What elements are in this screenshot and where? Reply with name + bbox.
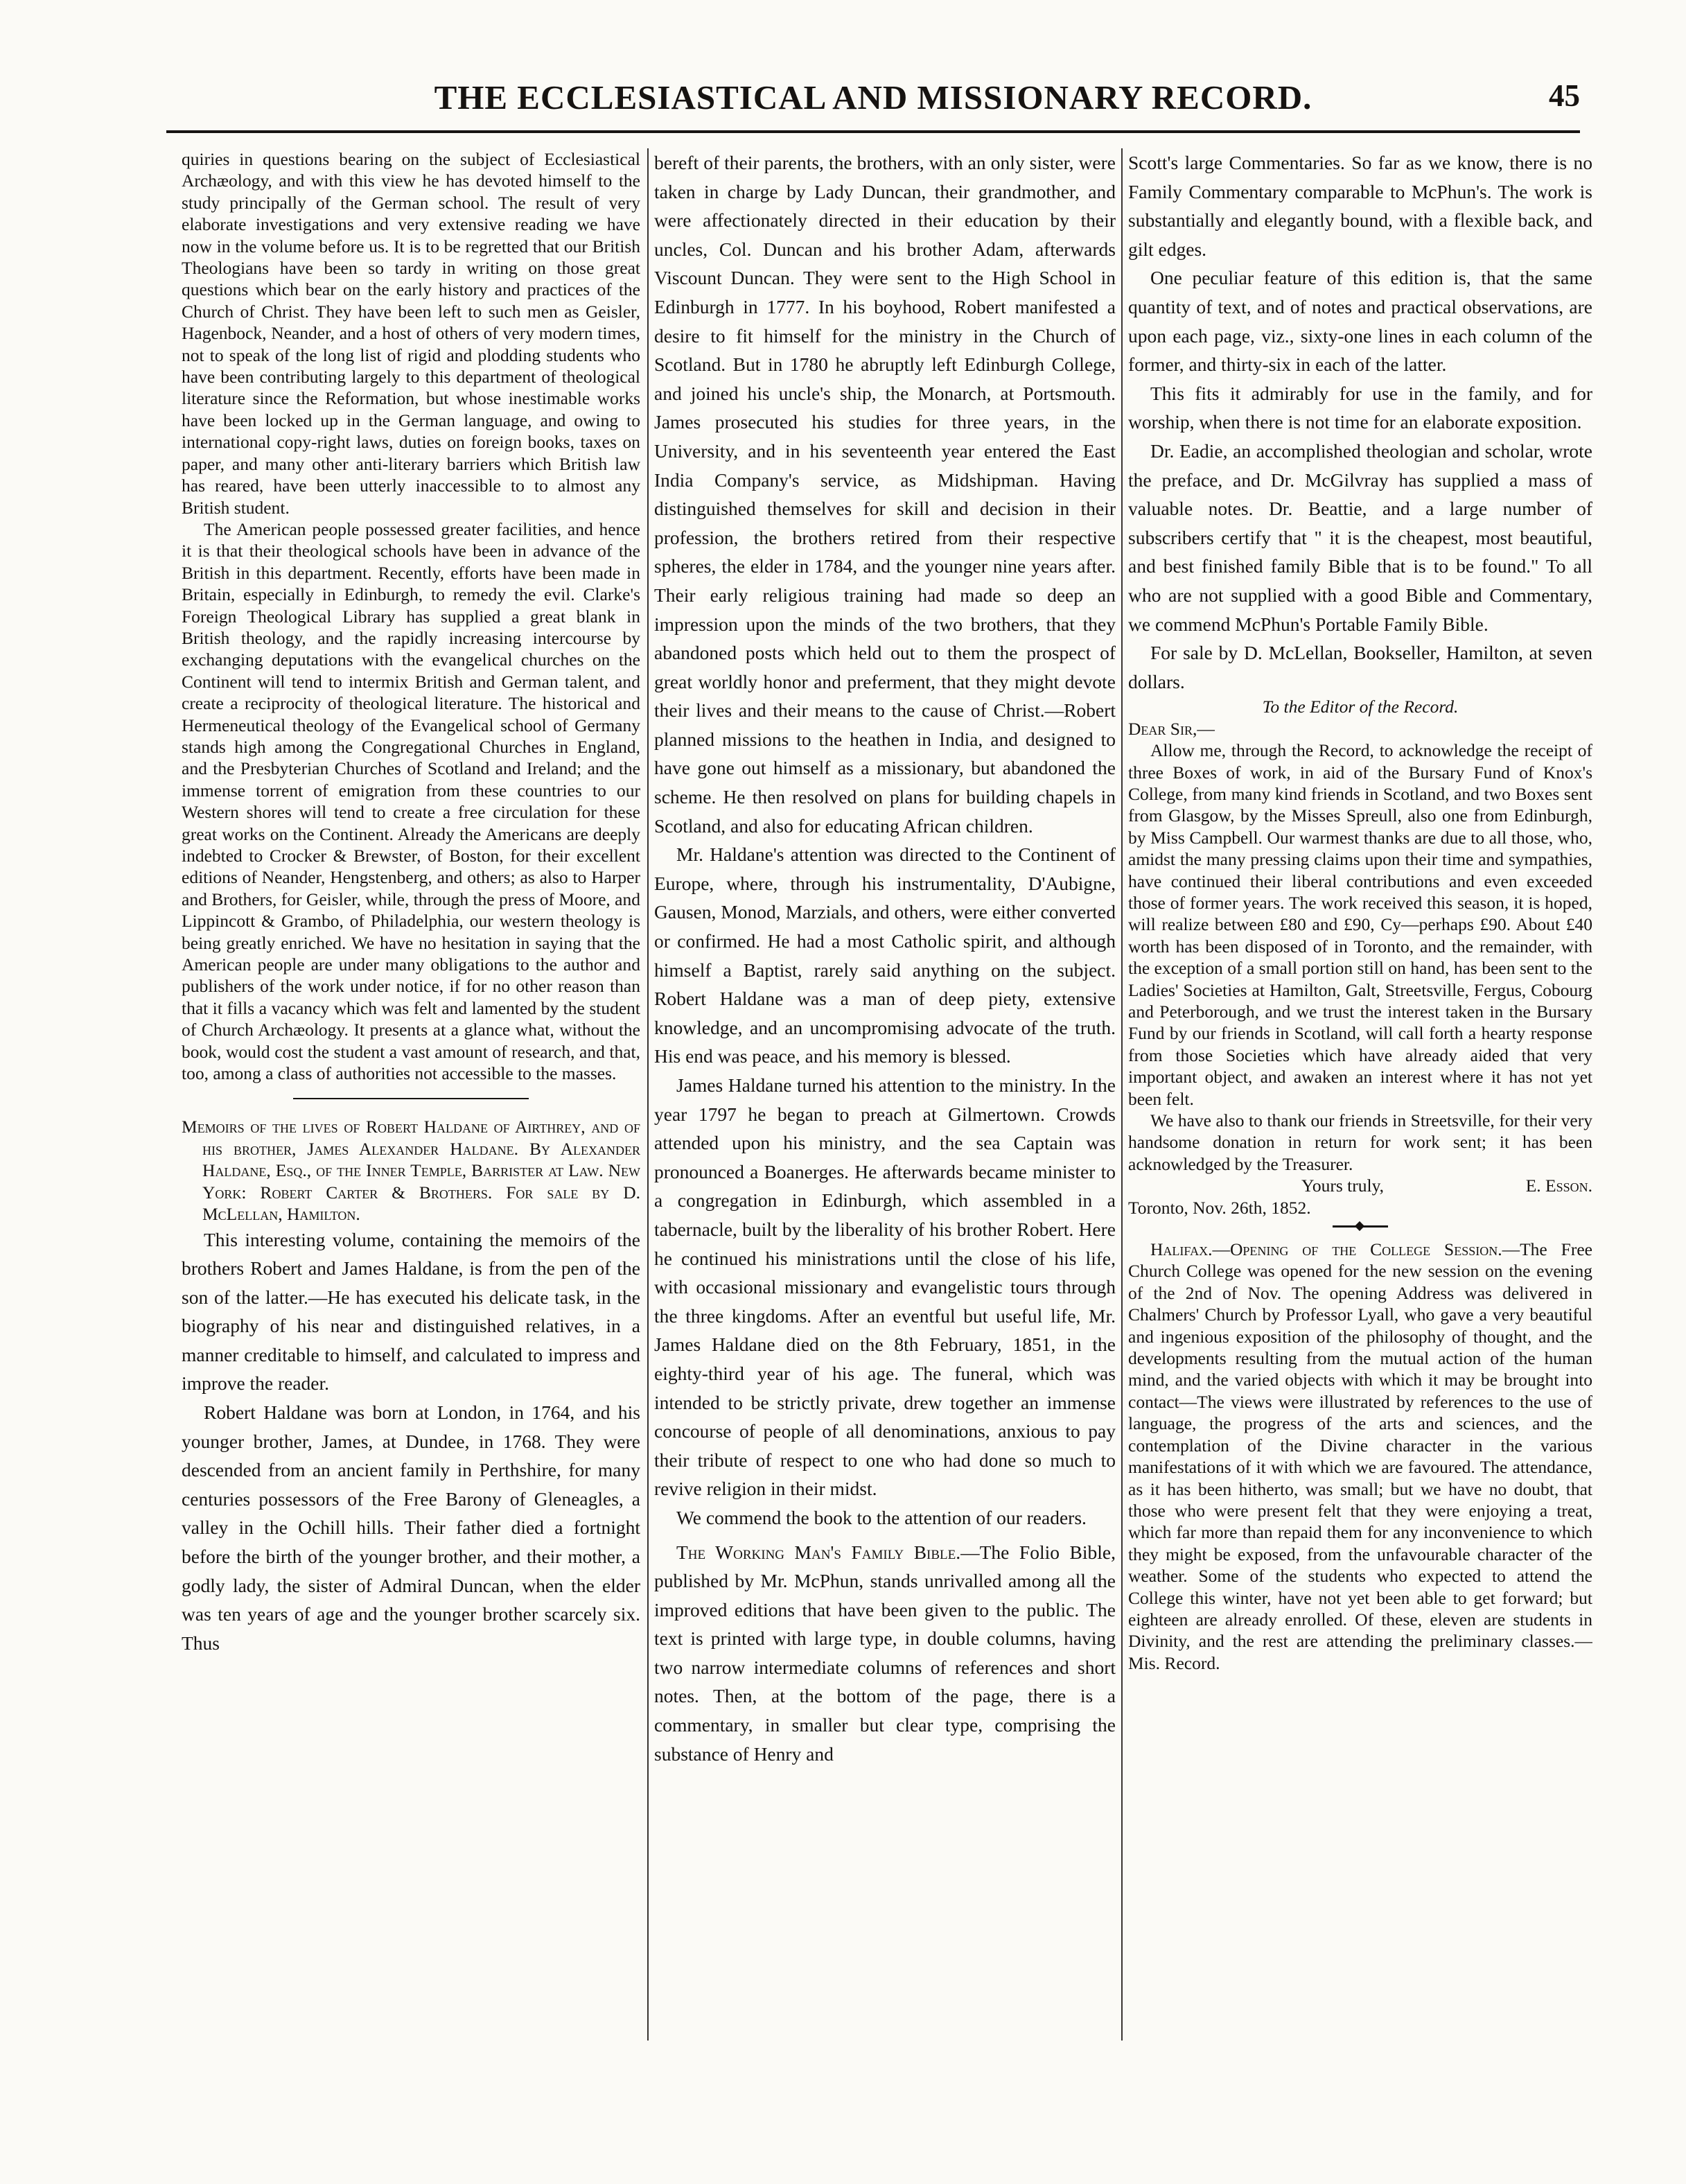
salutation: Dear Sir,— bbox=[1128, 718, 1215, 739]
paragraph: One peculiar feature of this edition is, that the same quantity of text, and of notes and practical observations, are upon each page, viz., sixty-one lines in each column of the former, and thirty-six in each of the latter. bbox=[1128, 267, 1592, 376]
signature-line bbox=[1128, 1175, 1592, 1196]
header-rule bbox=[166, 130, 1580, 133]
paragraph: For sale by D. McLellan, Bookseller, Hamilton, at seven dollars. bbox=[1128, 642, 1592, 692]
paragraph: quiries in questions bearing on the subject of Ecclesiastical Archæology, and with this view he has devoted himself to the study principally of the German school. The result of very elaborate investigations and very extensive reading we have now in the volume before us. It is to be regretted that our British Theologians have been so tardy in writing on those great questions which bear on the early history and practices of the Church of Christ. They have been left to such men as Geisler, Hagenbock, Neander, and a host of others of very modern times, not to speak of the long list of rigid and plodding students who have been contributing largely to this department of theological literature since the Reformation, but whose inestimable works have been locked up in the German language, and owing to international copy-right laws, duties on foreign books, taxes on paper, and many other anti-literary barriers which British law has reared, have been utterly inaccessible to to almost any British student. bbox=[182, 149, 640, 518]
bible-notice-continued bbox=[1128, 148, 1592, 696]
signature: E. Esson. bbox=[1525, 1176, 1592, 1196]
section-separator bbox=[293, 1098, 529, 1099]
paragraph: This interesting volume, containing the memoirs of the brothers Robert and James Haldane, is from the pen of the son of the latter.—He has executed his delicate task, in the biography of his near and distinguished relatives, in a manner creditable to himself, and calculated to impress and improve the reader. bbox=[182, 1228, 640, 1395]
paragraph: James Haldane turned his attention to the ministry. In the year 1797 he began to preach at Gilmertown. Crowds attended upon his ministry, and the sea Captain was pronounced a Boanerges. He afterwards became minister to a congregation in Edinburgh, which assembled in a tabernacle, built by the liberality of his brother Robert. Here he continued his ministrations until the close of his life, with occasional missionary and evangelistic tours through the three kingdoms. After an eventful but useful life, Mr. James Haldane died on the 8th February, 1851, in the eighty-third year of his age. The funeral, which was intended to be strictly private, drew together an immense concourse of people of all denominations, anxious to pay their tribute of respect to one who had done so much to revive religion in their midst. bbox=[654, 1074, 1116, 1500]
bible-notice-heading: The Working Man's Family Bible. bbox=[676, 1541, 961, 1563]
paragraph: bereft of their parents, the brothers, with an only sister, were taken in charge by Lady Duncan, their grandmother, and were affectionately directed in their education by their uncles, Col. Duncan and his brother Adam, afterwards Viscount Duncan. They were sent to the High School in Edinburgh in 1777. In his boyhood, Robert manifested a desire to fit himself for the ministry in the Church of Scotland. But in 1780 he abruptly left Edinburgh College, and joined his uncle's ship, the Monarch, at Portsmouth. James prosecuted his studies for three years, in the University, and in his seventeenth year entered the East India Company's service, as Midshipman. Having distinguished themselves for skill and decision in their profession, the brothers retired from their respective spheres, the elder in 1784, and the younger nine years after. Their early religious training had made so deep an impression upon the minds of the two brothers, that they abandoned posts which held out to them the prospect of great worldly honor and preferment, that they might devote their lives and their means to the cause of Christ.—Robert planned missions to the heathen in India, and designed to have gone out himself as a missionary, but abandoned the scheme. He then resolved on plans for building chapels in Scotland, and also for educating African children. bbox=[654, 152, 1116, 837]
paragraph: We have also to thank our friends in Streetsville, for their very handsome donation in return for work sent; it has been acknowledged by the Treasurer. bbox=[1128, 1110, 1592, 1174]
halifax-heading: Halifax.—Opening of the College Session. bbox=[1150, 1239, 1502, 1260]
archaeology-review-continued bbox=[182, 148, 640, 1084]
page-header bbox=[166, 78, 1580, 126]
column-2 bbox=[654, 148, 1116, 2047]
paragraph: Dr. Eadie, an accomplished theologian and scholar, wrote the preface, and Dr. McGilvray has supplied a mass of valuable notes. Dr. Beattie, and a large number of subscribers certify that " it is the cheapest, most beautiful, and best finished family Bible that is to be found." To all who are not supplied with a good Bible and Commentary, we commend McPhun's Portable Family Bible. bbox=[1128, 439, 1592, 635]
dateline: Toronto, Nov. 26th, 1852. bbox=[1128, 1197, 1311, 1218]
column-divider bbox=[647, 148, 649, 2041]
letter-to-editor bbox=[1128, 696, 1592, 1674]
paragraph: Allow me, through the Record, to acknowledge the receipt of three Boxes of work, in aid of the Bursary Fund of Knox's College, from many kind friends in Scotland, and two Boxes sent from Glasgow, by the Misses Spreull, also one from Edinburgh, by Miss Campbell. Our warmest thanks are due to all those, who, amidst the many pressing claims upon their time and sympathies, have continued their liberal contributions and even exceeded those of former years. The work received this season, it is hoped, will realize between £80 and £90, Cy—perhaps £90. About £40 worth has been disposed of in Toronto, and the remainder, with the exception of a small portion still on hand, has been sent to the Ladies' Societies at Hamilton, Galt, Streetsville, Fergus, Cobourg and Peterborough, and we trust the interest taken in the Bursary Fund by our friends in Scotland, will call forth a hearty response from those Societies which have already aided that very important object, and awaken an interest where it has not yet been felt. bbox=[1128, 740, 1592, 1109]
page-number: 45 bbox=[1549, 78, 1580, 113]
closing: Yours truly, bbox=[1301, 1176, 1385, 1196]
bible-notice-text: —The Folio Bible, published by Mr. McPhun, stands unrivalled among all the improved editions that have been given to the public. The text is printed with large type, in double columns, having two narrow intermediate columns of references and short notes. Then, at the bottom of the page, there is a commentary, in smaller but clear type, comprising the substance of Henry and bbox=[654, 1541, 1116, 1765]
section-separator bbox=[1333, 1225, 1388, 1228]
paragraph: We commend the book to the attention of our readers. bbox=[676, 1506, 1087, 1528]
column-3 bbox=[1128, 148, 1592, 2047]
paragraph: Scott's large Commentaries. So far as we know, there is no Family Commentary comparable to McPhun's. The work is substantially and elegantly bound, with a flexible back, and gilt edges. bbox=[1128, 152, 1592, 260]
halifax-text: —The Free Church College was opened for the new session on the evening of the 2nd of Nov. The opening Address was delivered in Chalmers' Church by Professor Lyall, who gave a very beautiful and ingenious exposition of the philosophy of thought, and the developments resulting from the mutual action of the human mind, and the varied objects with which it may be brought into contact—The views were illustrated by references to the use of language, the progress of the arts and sciences, and the contemplation of the Divine character in the various manifestations of it with which we are favoured. The attendance, as it has been hitherto, was small; but we have no doubt, that those who were present felt that they were enjoying a treat, which far more than repaid them for any inconvenience to which they might be exposed, from the unfavourable character of the weather. Some of the students who expected to attend the College this winter, have not yet been able to get forward; but eighteen are already enrolled. Of these, eleven are students in Divinity, and the rest are attending the preliminary classes.—Mis. Record. bbox=[1128, 1239, 1592, 1673]
paragraph: Robert Haldane was born at London, in 1764, and his younger brother, James, at Dundee, in 1768. They were descended from an ancient family in Perthshire, for many centuries possessors of the Free Barony of Gleneagles, a valley in the Ochill hills. Their father died a fortnight before the birth of the younger brother, and their mother, a godly lady, the sister of Admiral Duncan, when the elder was ten years of age and the younger brother scarcely six. Thus bbox=[182, 1401, 640, 1654]
bible-notice bbox=[654, 1538, 1116, 1769]
haldane-review bbox=[182, 1225, 640, 1658]
column-divider bbox=[1121, 148, 1123, 2041]
column-1 bbox=[182, 148, 640, 2047]
paragraph: The American people possessed greater facilities, and hence it is that their theological schools have been in advance of the British in this department. Recently, efforts have been made in Britain, especially in Edinburgh, to remedy the evil. Clarke's Foreign Theological Library has supplied a great blank in British theology, and the rapidly increasing intercourse by exchanging deputations with the evangelical churches on the Continent will tend to intermix British and German talent, and create a reciprocity of theological literature. The historical and Hermeneutical theology of the Evangelical school of Germany stands high among the Congregational Churches in England, and the Presbyterian Churches of Scotland and Ireland; and the immense torrent of emigration from these countries to our Western shores will tend to create a free circulation for these great works on the Continent. Already the Americans are deeply indebted to Crocker & Brewster, of Boston, for their excellent editions of Neander, Hengstenberg, and others; as also to Harper and Brothers, for Geisler, while, through the press of Moore, and Lippincott & Grambo, of Philadelphia, our western theology is being greatly enriched. We have no hesitation in saying that the American people are under many obligations to the author and publishers of the work under notice, if for no other reason than that it fills a vacancy which was felt and lamented by the student of Church Archæology. It presents at a glance what, without the book, would cost the student a vast amount of research, and that, too, among a class of authorities not accessible to the masses. bbox=[182, 518, 640, 1084]
halifax-notice bbox=[1128, 1239, 1592, 1674]
paragraph: Mr. Haldane's attention was directed to the Continent of Europe, where, through his instrumentality, D'Aubigne, Gausen, Monod, Marzials, and others, were either converted or confirmed. He had a most Catholic spirit, and although himself a Baptist, rarely said anything on the subject. Robert Haldane was a man of deep piety, extensive knowledge, and an uncompromising advocate of the truth. His end was peace, and his memory is blessed. bbox=[654, 844, 1116, 1067]
letter-heading: To the Editor of the Record. bbox=[1262, 697, 1459, 717]
review-heading-haldane: Memoirs of the lives of Robert Haldane of Airthrey, and of his brother, James Alexander Haldane. By Alexander Haldane, Esq., of the Inner Temple, Barrister at Law. New York: Robert Carter & Brothers. For sale by D. McLellan, Hamilton. bbox=[182, 1117, 640, 1225]
paragraph: This fits it admirably for use in the family, and for worship, when there is not time for an elaborate exposition. bbox=[1128, 382, 1592, 433]
journal-title: THE ECCLESIASTICAL AND MISSIONARY RECORD. bbox=[434, 78, 1312, 116]
